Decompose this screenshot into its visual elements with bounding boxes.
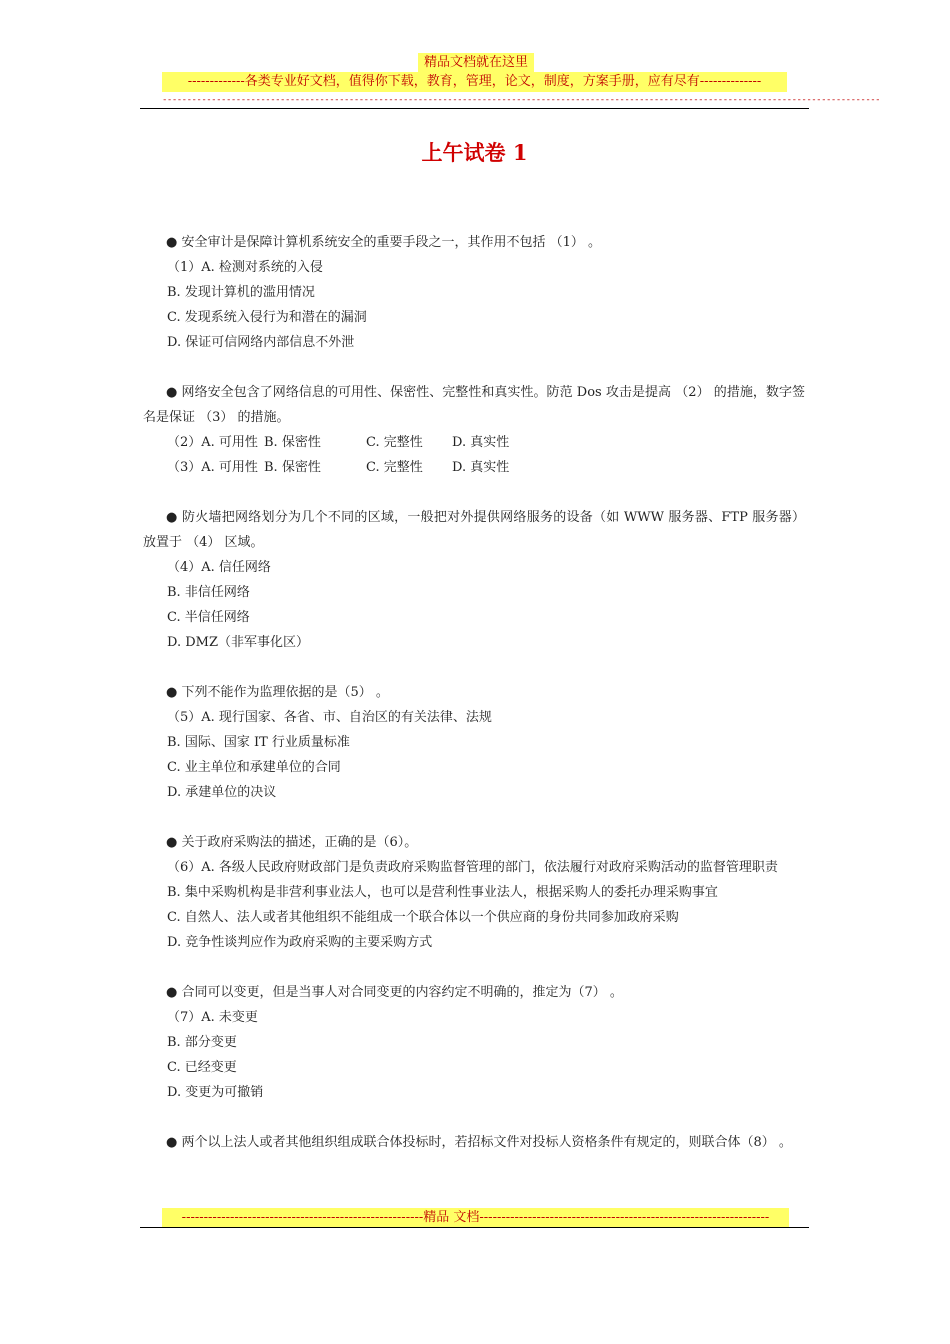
option-d: D. 保证可信网络内部信息不外泄 xyxy=(167,335,355,350)
option-c: C. 业主单位和承建单位的合同 xyxy=(167,760,341,775)
header-rule xyxy=(140,108,809,109)
option-c: C. 完整性 xyxy=(366,460,423,475)
option-a: （7）A. 未变更 xyxy=(167,1010,258,1025)
option-a: （5）A. 现行国家、各省、市、自治区的有关法律、法规 xyxy=(167,710,492,725)
question-2 xyxy=(143,380,805,480)
option-a: （4）A. 信任网络 xyxy=(167,560,271,575)
option-c: C. 已经变更 xyxy=(167,1060,237,1075)
question-text: ● 下列不能作为监理依据的是（5） 。 xyxy=(166,685,389,700)
option-b: B. 集中采购机构是非营利事业法人，也可以是营利性事业法人，根据采购人的委托办理采购事宜 xyxy=(167,885,718,900)
option-a: （6）A. 各级人民政府财政部门是负责政府采购监督管理的部门，依法履行对政府采购活动的监督管理职责 xyxy=(167,860,778,875)
option-c: C. 发现系统入侵行为和潜在的漏洞 xyxy=(167,310,367,325)
option-row-3 xyxy=(143,455,805,480)
option-c: C. 自然人、法人或者其他组织不能组成一个联合体以一个供应商的身份共同参加政府采购 xyxy=(167,910,679,925)
option-b: B. 发现计算机的滥用情况 xyxy=(167,285,315,300)
question-text: ● 防火墙把网络划分为几个不同的区域，一般把对外提供网络服务的设备（如 WWW 服务器、FTP 服务器）放置于 （4） 区域。 xyxy=(143,510,805,550)
option-b: B. 保密性 xyxy=(264,435,321,450)
option-b: B. 保密性 xyxy=(264,460,321,475)
footer-banner: -------------------------------------------------------精品 文档------------------------------------------------------------------ xyxy=(162,1208,789,1227)
option-d: D. 承建单位的决议 xyxy=(167,785,277,800)
option-c: C. 半信任网络 xyxy=(167,610,250,625)
header-label: 精品文档就在这里 xyxy=(418,53,534,72)
header-dashes: -------------------------------------------------------------------------------------------------------------------------------------------------- xyxy=(162,95,881,105)
option-a: （2）A. 可用性 xyxy=(167,435,258,450)
question-4 xyxy=(143,680,805,805)
question-1 xyxy=(143,230,805,355)
option-a: （3）A. 可用性 xyxy=(167,460,258,475)
question-5 xyxy=(143,830,805,955)
question-7 xyxy=(143,1130,805,1155)
option-d: D. 真实性 xyxy=(452,460,510,475)
question-text: ● 网络安全包含了网络信息的可用性、保密性、完整性和真实性。防范 Dos 攻击是提高 （2） 的措施，数字签名是保证 （3） 的措施。 xyxy=(143,385,805,425)
option-b: B. 部分变更 xyxy=(167,1035,237,1050)
question-text: ● 安全审计是保障计算机系统安全的重要手段之一，其作用不包括 （1） 。 xyxy=(166,235,602,250)
option-d: D. 真实性 xyxy=(452,435,510,450)
option-d: D. 竞争性谈判应作为政府采购的主要采购方式 xyxy=(167,935,433,950)
option-b: B. 国际、国家 IT 行业质量标准 xyxy=(167,735,350,750)
option-d: D. DMZ（非军事化区） xyxy=(167,635,309,650)
option-a: （1）A. 检测对系统的入侵 xyxy=(167,260,323,275)
question-3 xyxy=(143,505,805,655)
header-banner: -------------各类专业好文档，值得你下载，教育，管理，论文，制度，方案手册，应有尽有-------------- xyxy=(162,72,787,92)
question-text: ● 两个以上法人或者其他组织组成联合体投标时，若招标文件对投标人资格条件有规定的，则联合体（8） 。 xyxy=(166,1135,792,1150)
question-6 xyxy=(143,980,805,1105)
option-c: C. 完整性 xyxy=(366,435,423,450)
footer-rule xyxy=(140,1227,809,1228)
question-text: ● 关于政府采购法的描述，正确的是（6）。 xyxy=(166,835,418,850)
option-row-2 xyxy=(143,430,805,455)
question-list xyxy=(143,230,805,1180)
page-title: 上午试卷 1 xyxy=(421,140,528,165)
option-b: B. 非信任网络 xyxy=(167,585,250,600)
option-d: D. 变更为可撤销 xyxy=(167,1085,264,1100)
question-text: ● 合同可以变更，但是当事人对合同变更的内容约定不明确的，推定为（7） 。 xyxy=(166,985,623,1000)
